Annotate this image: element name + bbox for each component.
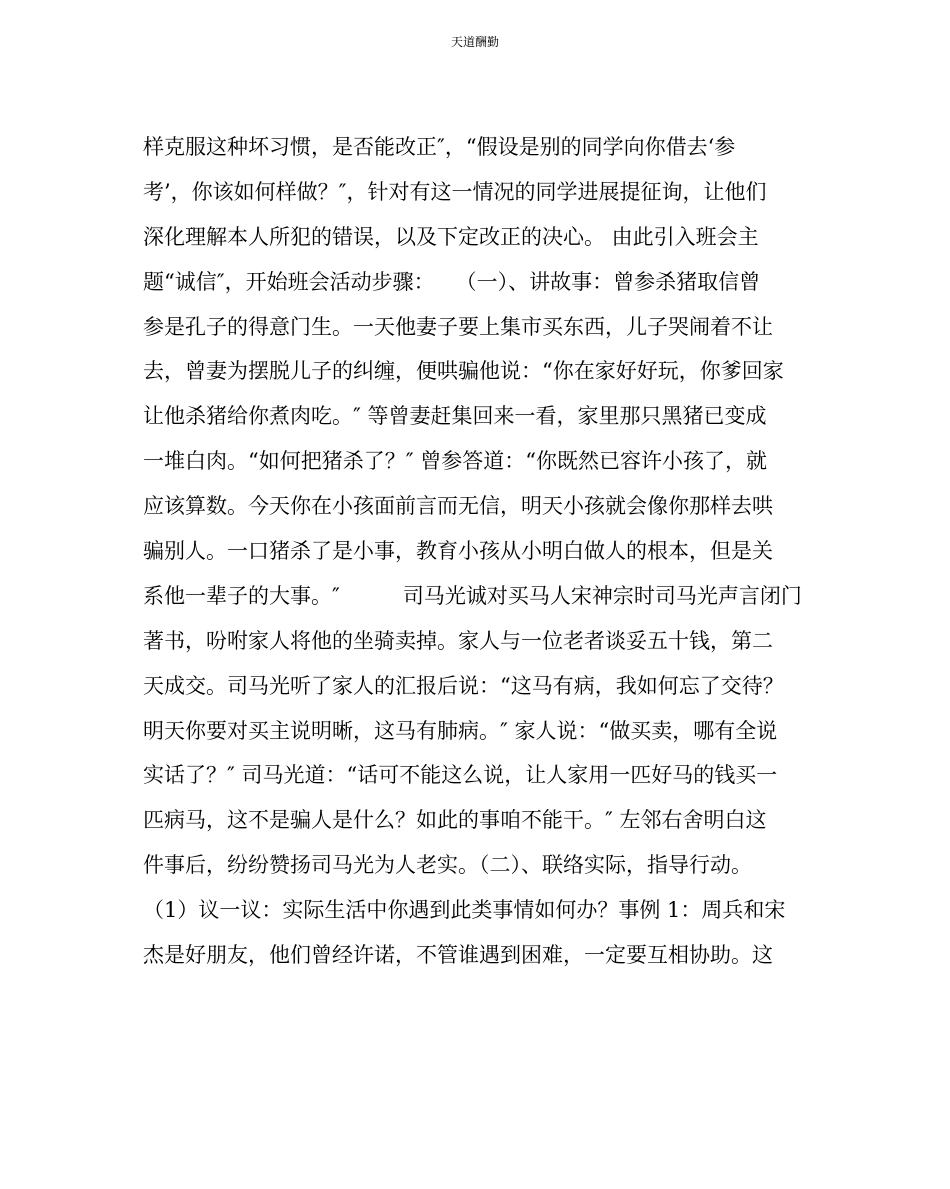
text-line: 样克服这种坏习惯，是否能改正″，“假设是别的同学向你借去‘参 xyxy=(143,135,736,159)
text-line: 骗别人。一口猪杀了是小事，教育小孩从小明白做人的根本，但是关 xyxy=(143,539,773,564)
text-line: 明天你要对买主说明晰，这马有肺病。″ 家人说：“做买卖，哪有全说 xyxy=(143,718,778,743)
header-title: 天道酬勤 xyxy=(450,35,499,49)
text-line: 考’，你该如何样做？″，针对有这一情况的同学进展提征询，让他们 xyxy=(143,179,767,204)
page-header xyxy=(0,34,950,50)
text-line: 参是孔子的得意门生。一天他妻子要上集市买东西，儿子哭闹着不让 xyxy=(143,314,773,339)
text-line: 实话了？″ 司马光道：“话可不能这么说，让人家用一匹好马的钱买一 xyxy=(143,763,778,788)
text-line: 应该算数。今天你在小孩面前言而无信，明天小孩就会像你那样去哄 xyxy=(143,494,773,519)
text-line: 系他一辈子的大事。″ 司马光诚对买马人宋神宗时司马光声言闭门 xyxy=(143,583,802,608)
text-line: 让他杀猪给你煮肉吃。″ 等曾妻赶集回来一看，家里那只黑猪已变成 xyxy=(143,404,767,429)
text-line: （1）议一议：实际生活中你遇到此类事情如何办？事例 1：周兵和宋 xyxy=(143,898,786,923)
body-text xyxy=(143,125,811,978)
text-line: 一堆白肉。“如何把猪杀了？″ 曾参答道：“你既然已容许小孩了，就 xyxy=(143,449,767,474)
text-line: 著书，吩咐家人将他的坐骑卖掉。家人与一位老者谈妥五十钱，第二 xyxy=(143,628,773,653)
text-line: 杰是好朋友，他们曾经许诺，不管谁遇到困难，一定要互相协助。这 xyxy=(143,943,773,968)
text-line: 去，曾妻为摆脱儿子的纠缠，便哄骗他说：“你在家好好玩，你爹回家 xyxy=(143,359,784,384)
text-line: 天成交。司马光听了家人的汇报后说：“这马有病，我如何忘了交待？ xyxy=(143,673,784,698)
text-line: 深化理解本人所犯的错误，以及下定改正的决心。 由此引入班会主 xyxy=(143,224,759,249)
text-line: 件事后，纷纷赞扬司马光为人老实。（二）、联络实际，指导行动。 xyxy=(143,853,752,878)
text-line: 匹病马，这不是骗人是什么？如此的事咱不能干。″ 左邻右舍明白这 xyxy=(143,808,767,833)
text-line: 题“诚信″，开始班会活动步骤： （一）、讲故事：曾参杀猪取信曾 xyxy=(143,269,761,294)
